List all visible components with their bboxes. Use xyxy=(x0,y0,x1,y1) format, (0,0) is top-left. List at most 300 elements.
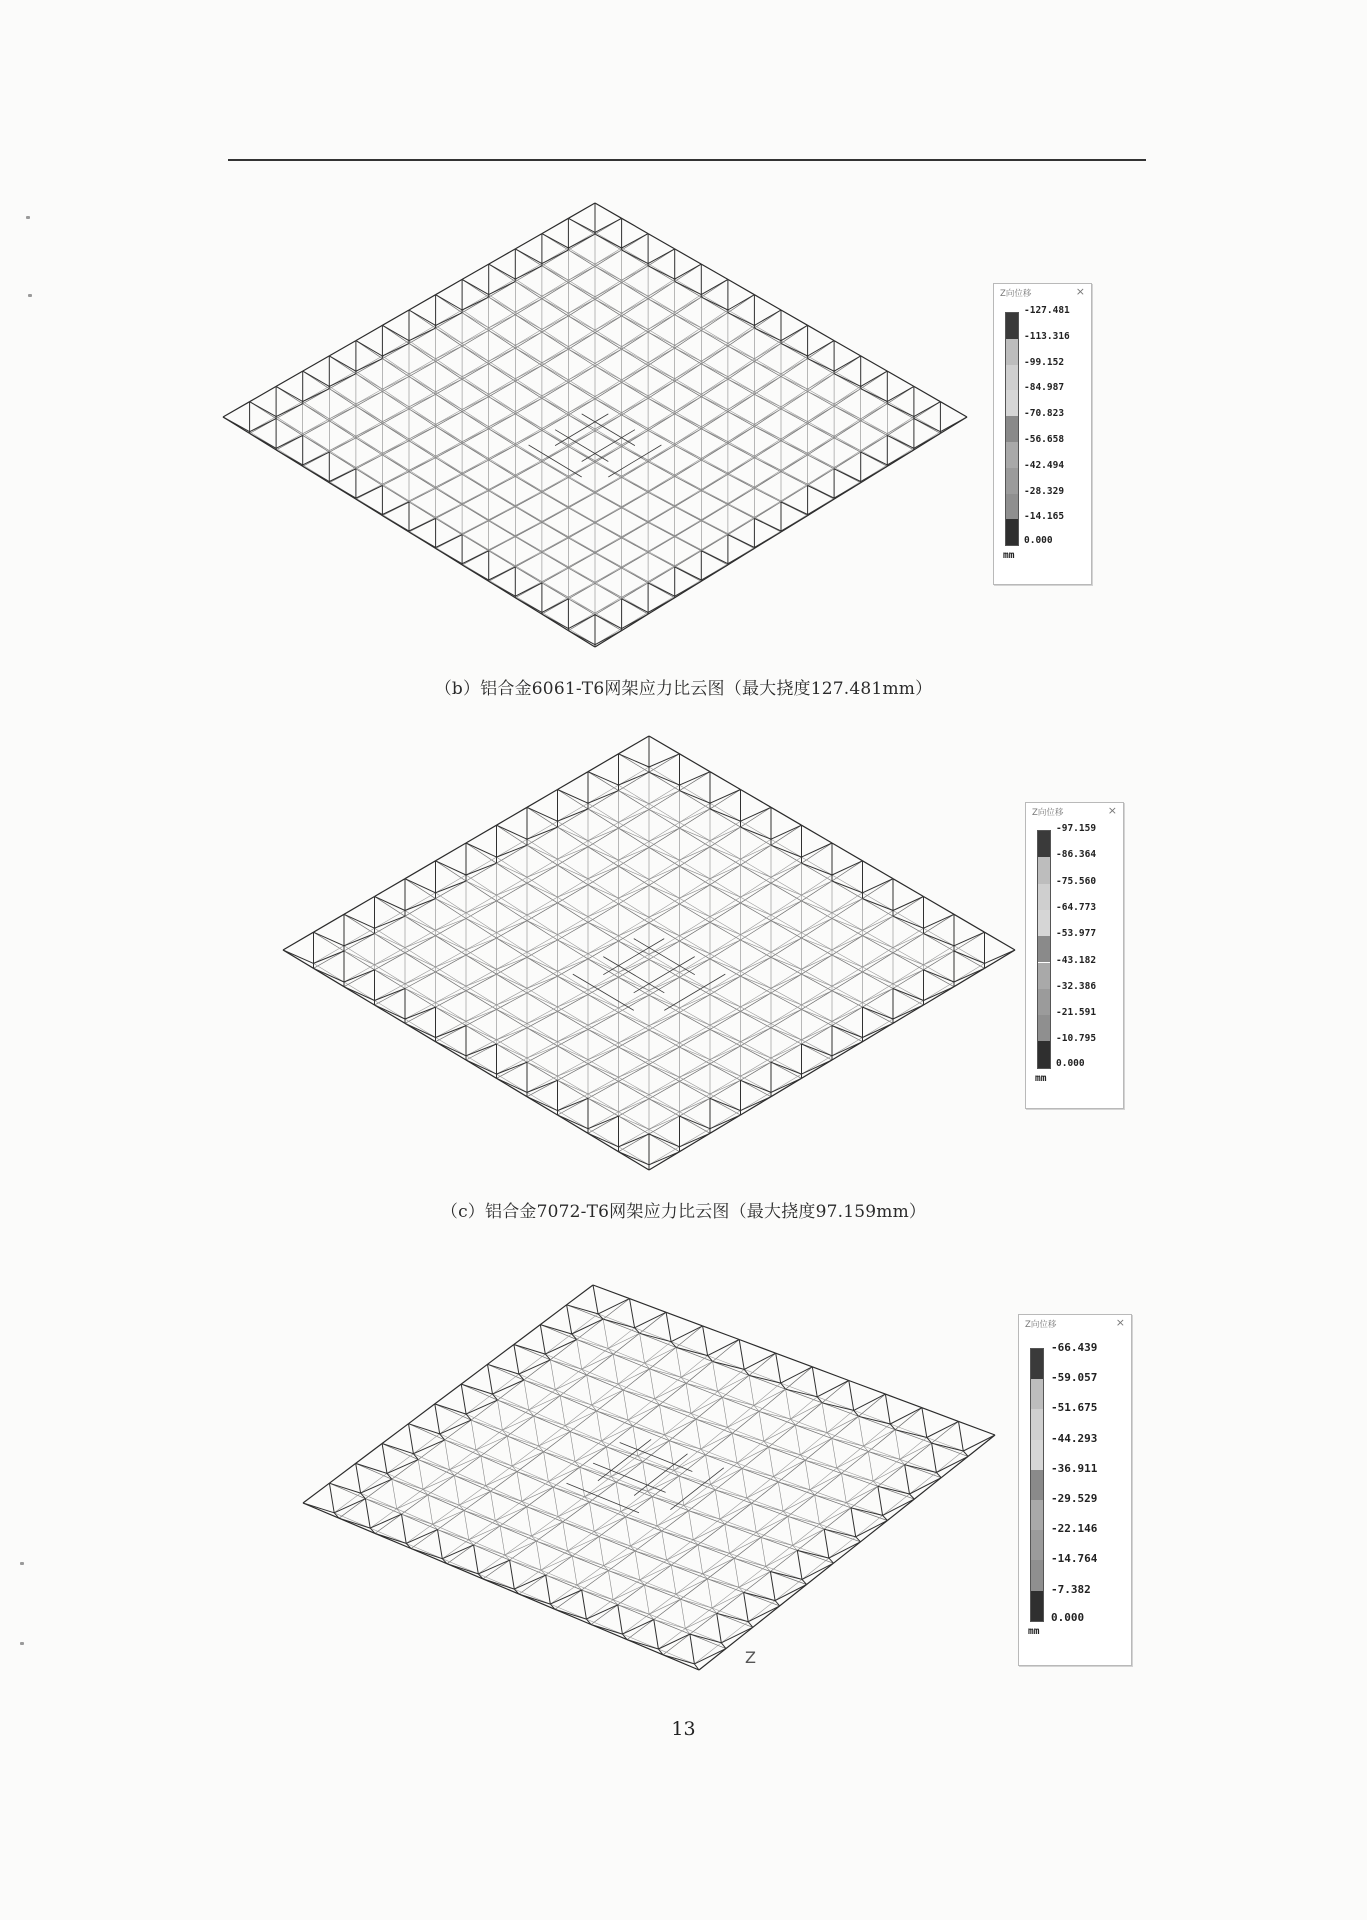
truss-member xyxy=(707,1558,734,1579)
legend-color-segment xyxy=(1038,936,1050,962)
truss-member xyxy=(863,893,894,911)
truss-member xyxy=(595,363,622,380)
truss-member xyxy=(648,332,675,348)
truss-member xyxy=(648,345,675,362)
truss-member xyxy=(568,283,595,297)
truss-member xyxy=(893,989,924,1006)
truss-member xyxy=(649,991,680,1009)
legend-tick-label: -53.977 xyxy=(1056,928,1097,940)
truss-member xyxy=(603,1299,629,1320)
truss-member xyxy=(558,847,589,859)
truss-member xyxy=(832,893,863,913)
truss-member xyxy=(834,469,861,482)
truss-member xyxy=(356,406,383,421)
truss-member xyxy=(515,396,542,412)
truss-member xyxy=(568,462,595,476)
truss-member xyxy=(802,1026,833,1040)
truss-member xyxy=(781,374,808,389)
truss-member xyxy=(466,991,497,1005)
truss-member xyxy=(710,1064,741,1081)
truss-member xyxy=(558,959,589,976)
truss-member xyxy=(497,1028,528,1040)
truss-member xyxy=(759,1411,791,1419)
truss-member xyxy=(710,1046,741,1060)
truss-member xyxy=(812,1367,849,1381)
truss-member xyxy=(752,1503,757,1532)
truss-member xyxy=(568,523,595,537)
truss-member xyxy=(454,1476,485,1486)
truss-member xyxy=(675,551,702,566)
truss-member xyxy=(741,952,772,971)
truss-member xyxy=(832,1038,863,1056)
truss-member xyxy=(558,1011,589,1029)
truss-member xyxy=(314,946,345,964)
truss-member xyxy=(681,1579,708,1599)
truss-member xyxy=(497,1078,528,1096)
truss-member xyxy=(436,955,467,972)
truss-member xyxy=(680,809,711,823)
truss-member xyxy=(591,1625,622,1635)
truss-member xyxy=(754,441,781,456)
truss-member xyxy=(781,424,808,439)
truss-member xyxy=(890,1424,927,1438)
truss-member xyxy=(710,1046,741,1064)
legend-color-segment xyxy=(1031,1470,1043,1500)
truss-member xyxy=(491,1491,522,1501)
truss-member xyxy=(466,1009,497,1025)
truss-member xyxy=(603,1319,635,1328)
truss-member xyxy=(588,972,619,990)
truss-member xyxy=(652,1476,679,1497)
truss-member xyxy=(489,348,516,361)
truss-member xyxy=(771,952,802,969)
truss-member xyxy=(375,970,406,989)
truss-member xyxy=(314,968,345,982)
truss-member xyxy=(405,879,436,893)
truss-member xyxy=(887,419,914,434)
truss-member xyxy=(405,911,436,931)
truss-member xyxy=(851,1508,883,1516)
truss-member xyxy=(595,333,622,350)
legend-tick-label: -29.529 xyxy=(1051,1492,1098,1505)
truss-member xyxy=(402,1514,433,1524)
truss-member xyxy=(893,928,924,947)
truss-member xyxy=(685,1613,716,1628)
truss-member xyxy=(597,1411,602,1441)
truss-member xyxy=(718,1375,750,1391)
truss-member xyxy=(515,553,542,566)
truss-member xyxy=(577,1340,609,1349)
truss-member xyxy=(622,1614,649,1634)
truss-member xyxy=(832,950,863,967)
truss-member xyxy=(489,331,516,349)
truss-member xyxy=(568,538,595,552)
truss-member xyxy=(619,960,650,973)
truss-member xyxy=(568,1532,595,1552)
truss-member xyxy=(741,957,772,971)
truss-member xyxy=(622,553,649,567)
truss-member xyxy=(680,1008,711,1025)
truss-member xyxy=(834,483,861,498)
truss-member xyxy=(640,1333,645,1363)
truss-member xyxy=(542,398,569,412)
truss-member xyxy=(542,462,569,477)
truss-member xyxy=(517,1472,548,1482)
truss-member xyxy=(595,297,622,313)
truss-member xyxy=(922,1408,959,1422)
truss-member xyxy=(409,458,436,471)
truss-member xyxy=(781,377,808,392)
truss-member xyxy=(558,976,589,990)
truss-member xyxy=(515,348,542,363)
truss-member xyxy=(728,313,755,326)
truss-member xyxy=(618,1605,654,1620)
truss-member xyxy=(893,1005,924,1023)
truss-member xyxy=(924,970,955,987)
close-icon[interactable]: × xyxy=(1115,1316,1125,1329)
truss-member xyxy=(754,458,781,471)
truss-member xyxy=(436,1021,467,1037)
truss-member xyxy=(223,402,250,417)
truss-member xyxy=(766,1550,798,1566)
truss-member xyxy=(662,1531,667,1560)
truss-member xyxy=(710,885,741,897)
truss-member xyxy=(588,791,619,804)
truss-member xyxy=(842,1452,869,1474)
truss-member xyxy=(664,1435,700,1449)
truss-member xyxy=(808,424,835,437)
truss-member xyxy=(741,1080,772,1096)
truss-member xyxy=(922,1408,927,1438)
truss-member xyxy=(515,296,542,312)
truss-member xyxy=(619,1134,650,1147)
truss-member xyxy=(701,364,728,377)
truss-member xyxy=(515,598,542,613)
truss-member xyxy=(344,951,375,965)
truss-member xyxy=(466,950,497,969)
truss-member xyxy=(481,1456,486,1486)
truss-member xyxy=(640,1565,672,1580)
truss-member xyxy=(568,399,595,413)
truss-member xyxy=(433,1511,464,1525)
truss-member xyxy=(658,1634,690,1649)
truss-member xyxy=(497,845,528,857)
truss-member xyxy=(382,310,409,325)
truss-member xyxy=(728,426,755,441)
truss-member xyxy=(563,1502,590,1522)
truss-member xyxy=(436,919,467,931)
truss-member xyxy=(868,1430,895,1452)
truss-member xyxy=(771,974,802,988)
truss-member xyxy=(626,1517,658,1526)
truss-member xyxy=(464,1491,491,1510)
truss-member xyxy=(618,1605,623,1634)
truss-member xyxy=(680,1098,711,1116)
truss-member xyxy=(691,1397,723,1413)
truss-member xyxy=(595,330,622,347)
truss-member xyxy=(691,1413,727,1427)
truss-member xyxy=(344,970,375,982)
truss-member xyxy=(588,1112,619,1129)
truss-member xyxy=(542,316,569,332)
truss-member xyxy=(701,429,728,442)
truss-member xyxy=(515,398,542,411)
truss-member xyxy=(701,377,728,395)
truss-member xyxy=(622,283,649,299)
truss-member xyxy=(558,803,589,821)
truss-member xyxy=(515,266,542,279)
truss-member xyxy=(466,1005,497,1021)
truss-member xyxy=(622,218,649,233)
truss-member xyxy=(680,1013,711,1026)
truss-member xyxy=(550,1590,581,1604)
truss-member xyxy=(527,897,558,915)
truss-member xyxy=(409,409,436,424)
truss-member xyxy=(365,1499,370,1528)
truss-member xyxy=(560,1396,565,1426)
truss-member xyxy=(436,535,463,548)
truss-member xyxy=(754,295,781,310)
truss-member xyxy=(409,488,436,501)
truss-member xyxy=(649,960,680,973)
truss-member xyxy=(680,1133,711,1147)
truss-member xyxy=(497,933,528,953)
truss-member xyxy=(664,974,725,1010)
truss-member xyxy=(356,1463,387,1473)
truss-member xyxy=(436,361,463,379)
truss-member xyxy=(595,333,622,347)
truss-member xyxy=(861,389,888,402)
truss-member xyxy=(710,821,741,841)
truss-member xyxy=(648,446,675,461)
truss-member xyxy=(657,1505,684,1526)
truss-member xyxy=(375,911,406,929)
truss-member xyxy=(924,928,955,946)
truss-member xyxy=(754,518,781,531)
truss-member xyxy=(707,1579,712,1608)
truss-member xyxy=(649,791,680,804)
truss-member xyxy=(339,1518,370,1528)
truss-member xyxy=(436,1007,467,1026)
truss-member xyxy=(680,1112,711,1129)
truss-member xyxy=(832,1042,863,1056)
truss-member xyxy=(741,976,772,993)
truss-member xyxy=(515,381,542,398)
truss-member xyxy=(558,1497,585,1517)
truss-member xyxy=(344,914,375,928)
truss-member xyxy=(542,313,569,329)
truss-member xyxy=(654,1599,681,1619)
truss-member xyxy=(595,316,622,333)
truss-member xyxy=(752,1503,788,1516)
truss-member xyxy=(527,1028,558,1042)
truss-member xyxy=(542,332,569,347)
truss-member xyxy=(621,1497,652,1512)
truss-member xyxy=(344,946,375,965)
truss-member xyxy=(595,349,622,363)
truss-member xyxy=(771,895,802,915)
truss-member xyxy=(283,950,314,963)
truss-member xyxy=(649,1116,680,1134)
truss-member xyxy=(701,264,728,279)
truss-member xyxy=(375,989,406,1006)
truss-member xyxy=(747,1477,774,1498)
truss-member xyxy=(608,1571,639,1580)
truss-member xyxy=(640,1560,667,1580)
truss-member xyxy=(344,897,375,915)
truss-member xyxy=(542,266,569,283)
truss-member xyxy=(846,1486,878,1502)
truss-member xyxy=(527,976,558,988)
truss-member xyxy=(859,1416,864,1446)
truss-member xyxy=(611,1456,638,1477)
truss-member xyxy=(471,1420,476,1450)
legend-color-segment xyxy=(1006,416,1018,442)
truss-member xyxy=(660,1383,687,1405)
truss-member xyxy=(464,1511,495,1521)
truss-member xyxy=(754,502,781,517)
truss-member xyxy=(527,1042,558,1058)
truss-member xyxy=(595,266,622,280)
truss-member xyxy=(834,1542,861,1563)
truss-member xyxy=(558,922,589,934)
truss-member xyxy=(489,414,516,427)
truss-member xyxy=(568,382,595,396)
truss-member xyxy=(409,377,436,395)
truss-member xyxy=(542,365,569,382)
truss-member xyxy=(622,1620,653,1635)
truss-member xyxy=(701,474,728,489)
truss-member xyxy=(558,995,589,1007)
truss-member xyxy=(824,1508,851,1529)
truss-member xyxy=(793,1524,820,1545)
truss-member xyxy=(474,1545,505,1555)
truss-member xyxy=(622,508,649,522)
truss-member xyxy=(462,346,489,361)
legend-tick-label: -75.560 xyxy=(1056,875,1097,887)
truss-member xyxy=(619,1064,650,1077)
legend-tick-label: -127.481 xyxy=(1024,305,1070,316)
truss-member xyxy=(717,1592,744,1613)
truss-member xyxy=(698,1524,725,1545)
truss-member xyxy=(885,1394,922,1408)
legend-tick-label: -66.439 xyxy=(1051,1341,1098,1354)
truss-member xyxy=(954,968,985,982)
close-icon[interactable]: × xyxy=(1107,804,1117,817)
truss-member xyxy=(471,1420,502,1430)
truss-member xyxy=(595,299,622,316)
truss-member xyxy=(728,359,755,377)
truss-member xyxy=(924,965,955,982)
truss-member xyxy=(597,1411,628,1420)
truss-member xyxy=(568,366,595,382)
truss-member xyxy=(781,455,808,470)
truss-member xyxy=(436,488,463,503)
truss-member xyxy=(710,1007,741,1025)
truss-member xyxy=(558,1080,589,1098)
truss-member xyxy=(895,1430,900,1460)
truss-member xyxy=(375,1005,406,1019)
truss-member xyxy=(684,1490,716,1506)
truss-member xyxy=(402,1495,428,1514)
truss-member xyxy=(603,939,664,975)
truss-member xyxy=(466,1060,497,1078)
truss-member xyxy=(622,283,649,297)
truss-member xyxy=(436,972,467,986)
truss-member xyxy=(405,916,436,930)
truss-member xyxy=(466,986,497,1005)
truss-member xyxy=(680,785,711,803)
truss-member xyxy=(540,1325,545,1355)
truss-member xyxy=(675,381,702,397)
truss-member xyxy=(754,343,781,358)
truss-member xyxy=(527,1058,558,1076)
truss-member xyxy=(741,1097,772,1111)
truss-member xyxy=(781,389,808,407)
truss-member xyxy=(648,348,675,363)
truss-member xyxy=(497,883,528,895)
truss-member xyxy=(630,1526,657,1546)
truss-member xyxy=(466,913,497,933)
truss-member xyxy=(648,492,675,505)
truss-member xyxy=(314,932,345,946)
truss-member xyxy=(527,1507,563,1522)
truss-member xyxy=(462,565,489,580)
truss-member xyxy=(781,377,808,390)
truss-member xyxy=(370,1528,406,1543)
truss-member xyxy=(608,1551,635,1571)
truss-member xyxy=(662,1531,694,1540)
truss-member xyxy=(863,1003,894,1019)
truss-member xyxy=(595,380,622,397)
truss-member xyxy=(715,1490,720,1519)
truss-member xyxy=(489,282,516,295)
truss-member xyxy=(375,965,406,984)
truss-member xyxy=(541,1551,568,1570)
legend-color-segment xyxy=(1038,963,1050,989)
truss-member xyxy=(680,1060,711,1078)
truss-member xyxy=(863,899,894,911)
close-icon[interactable]: × xyxy=(1075,285,1085,298)
truss-member xyxy=(649,1116,680,1129)
truss-member xyxy=(515,567,542,582)
truss-member xyxy=(649,1030,680,1047)
truss-member xyxy=(382,359,409,377)
truss-member xyxy=(558,897,589,917)
truss-member xyxy=(764,1425,796,1441)
truss-member xyxy=(754,361,781,374)
truss-member xyxy=(500,1507,527,1526)
truss-member xyxy=(558,1060,589,1077)
truss-member xyxy=(680,904,711,917)
truss-member xyxy=(489,345,516,361)
truss-member xyxy=(680,1116,711,1129)
truss-member xyxy=(558,1011,589,1025)
truss-member xyxy=(701,412,728,427)
truss-member xyxy=(462,377,489,395)
truss-member xyxy=(638,1441,670,1456)
truss-member xyxy=(436,986,467,1003)
truss-member xyxy=(462,505,489,520)
truss-member xyxy=(725,1503,752,1524)
truss-member xyxy=(619,1030,650,1047)
truss-member xyxy=(599,1537,635,1551)
truss-member xyxy=(436,379,463,392)
truss-member xyxy=(489,348,516,364)
truss-member xyxy=(619,1152,650,1170)
truss-member xyxy=(497,1062,528,1074)
truss-member xyxy=(329,406,356,419)
